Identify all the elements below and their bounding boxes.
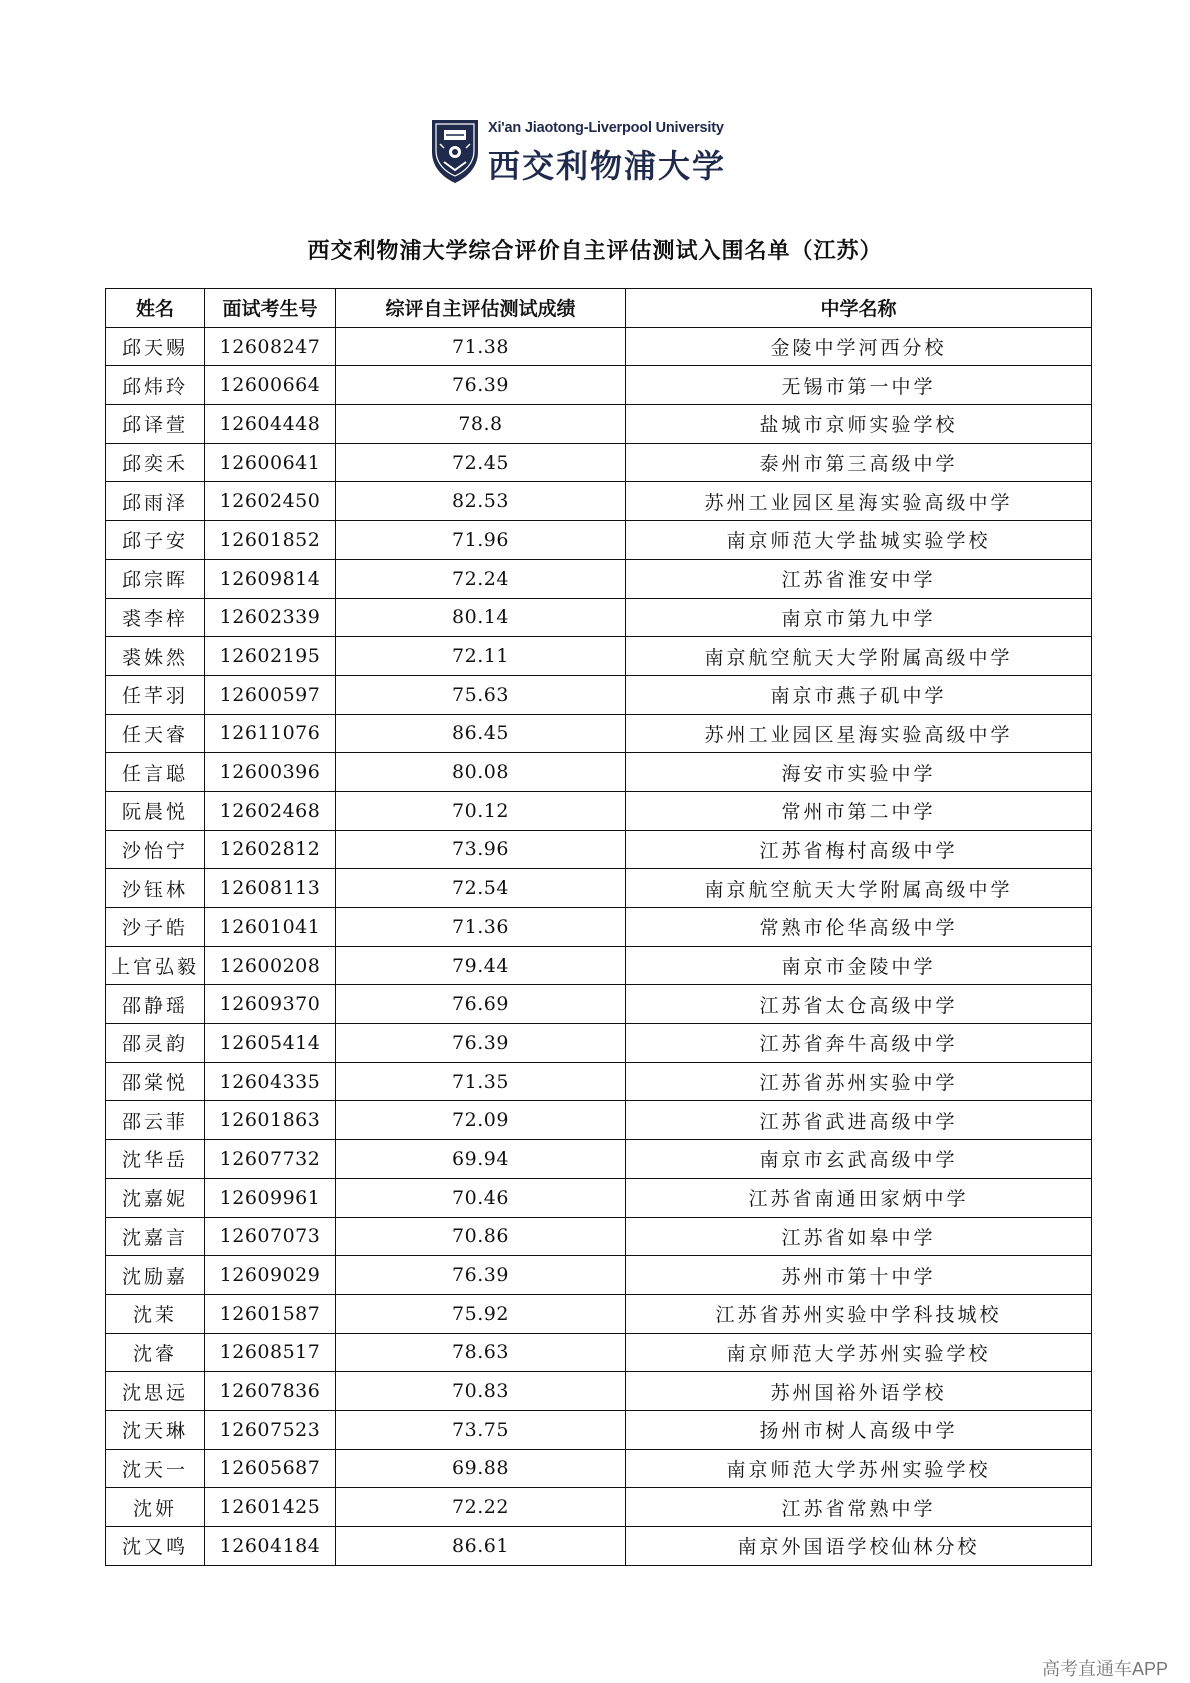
cell-score: 82.53 [336, 482, 626, 521]
cell-school: 江苏省奔牛高级中学 [626, 1024, 1092, 1063]
cell-name: 沈嘉妮 [106, 1178, 205, 1217]
cell-exam-id: 12609961 [205, 1178, 336, 1217]
cell-score: 72.09 [336, 1101, 626, 1140]
cell-exam-id: 12601425 [205, 1488, 336, 1527]
header-school: 中学名称 [626, 289, 1092, 328]
cell-score: 75.63 [336, 675, 626, 714]
table-row [106, 327, 1092, 366]
table-row [106, 714, 1092, 753]
cell-school: 江苏省常熟中学 [626, 1488, 1092, 1527]
table-row [106, 908, 1092, 947]
cell-score: 72.45 [336, 443, 626, 482]
cell-school: 江苏省苏州实验中学科技城校 [626, 1294, 1092, 1333]
table-row [106, 1410, 1092, 1449]
cell-school: 南京航空航天大学附属高级中学 [626, 637, 1092, 676]
table-row [106, 366, 1092, 405]
header-exam-id: 面试考生号 [205, 289, 336, 328]
cell-exam-id: 12601587 [205, 1294, 336, 1333]
table-row [106, 791, 1092, 830]
cell-school: 南京市金陵中学 [626, 946, 1092, 985]
cell-exam-id: 12601041 [205, 908, 336, 947]
cell-name: 裘姝然 [106, 637, 205, 676]
table-body [106, 327, 1092, 1565]
table-row [106, 637, 1092, 676]
watermark: 高考直通车APP [1041, 1659, 1168, 1679]
cell-name: 沈励嘉 [106, 1256, 205, 1295]
table-row [106, 1294, 1092, 1333]
cell-name: 阮晨悦 [106, 791, 205, 830]
university-crest-icon [430, 118, 480, 184]
table-row [106, 1062, 1092, 1101]
cell-exam-id: 12600396 [205, 753, 336, 792]
cell-exam-id: 12605414 [205, 1024, 336, 1063]
table-row [106, 405, 1092, 444]
cell-score: 70.86 [336, 1217, 626, 1256]
cell-school: 常州市第二中学 [626, 791, 1092, 830]
cell-school: 江苏省如皋中学 [626, 1217, 1092, 1256]
cell-name: 沈思远 [106, 1372, 205, 1411]
table-row [106, 985, 1092, 1024]
cell-score: 71.35 [336, 1062, 626, 1101]
cell-exam-id: 12600597 [205, 675, 336, 714]
cell-score: 76.69 [336, 985, 626, 1024]
cell-score: 86.61 [336, 1527, 626, 1566]
cell-school: 无锡市第一中学 [626, 366, 1092, 405]
cell-exam-id: 12602468 [205, 791, 336, 830]
candidate-table [105, 288, 1092, 1566]
cell-score: 72.24 [336, 559, 626, 598]
table-row [106, 1333, 1092, 1372]
table-row [106, 1217, 1092, 1256]
cell-name: 裘李梓 [106, 598, 205, 637]
cell-school: 江苏省苏州实验中学 [626, 1062, 1092, 1101]
cell-score: 76.39 [336, 366, 626, 405]
table-row [106, 521, 1092, 560]
cell-name: 沈茉 [106, 1294, 205, 1333]
cell-name: 沙钰林 [106, 869, 205, 908]
cell-name: 邱宗晖 [106, 559, 205, 598]
cell-score: 70.12 [336, 791, 626, 830]
cell-exam-id: 12608247 [205, 327, 336, 366]
cell-school: 泰州市第三高级中学 [626, 443, 1092, 482]
header-score: 综评自主评估测试成绩 [336, 289, 626, 328]
cell-school: 海安市实验中学 [626, 753, 1092, 792]
cell-score: 78.63 [336, 1333, 626, 1372]
cell-name: 沈嘉言 [106, 1217, 205, 1256]
cell-name: 邱子安 [106, 521, 205, 560]
cell-score: 72.22 [336, 1488, 626, 1527]
cell-exam-id: 12608517 [205, 1333, 336, 1372]
cell-school: 南京师范大学苏州实验学校 [626, 1449, 1092, 1488]
cell-score: 75.92 [336, 1294, 626, 1333]
cell-school: 江苏省梅村高级中学 [626, 830, 1092, 869]
cell-school: 常熟市伦华高级中学 [626, 908, 1092, 947]
cell-school: 扬州市树人高级中学 [626, 1410, 1092, 1449]
table-row [106, 443, 1092, 482]
cell-name: 邵云菲 [106, 1101, 205, 1140]
cell-score: 86.45 [336, 714, 626, 753]
cell-name: 沈睿 [106, 1333, 205, 1372]
cell-name: 沈华岳 [106, 1140, 205, 1179]
cell-name: 邱炜玲 [106, 366, 205, 405]
cell-score: 76.39 [336, 1024, 626, 1063]
cell-score: 76.39 [336, 1256, 626, 1295]
cell-school: 南京外国语学校仙林分校 [626, 1527, 1092, 1566]
cell-name: 任天睿 [106, 714, 205, 753]
cell-school: 金陵中学河西分校 [626, 327, 1092, 366]
cell-exam-id: 12611076 [205, 714, 336, 753]
cell-name: 沙子皓 [106, 908, 205, 947]
cell-name: 邱雨泽 [106, 482, 205, 521]
cell-score: 72.11 [336, 637, 626, 676]
cell-exam-id: 12608113 [205, 869, 336, 908]
cell-school: 南京师范大学盐城实验学校 [626, 521, 1092, 560]
header-name: 姓名 [106, 289, 205, 328]
university-name-english: Xi'an Jiaotong-Liverpool University [488, 120, 724, 136]
cell-name: 沈天琳 [106, 1410, 205, 1449]
table-row [106, 1449, 1092, 1488]
cell-name: 邵静瑶 [106, 985, 205, 1024]
cell-name: 任芊羽 [106, 675, 205, 714]
cell-school: 南京航空航天大学附属高级中学 [626, 869, 1092, 908]
cell-name: 沈又鸣 [106, 1527, 205, 1566]
cell-school: 南京市玄武高级中学 [626, 1140, 1092, 1179]
cell-school: 江苏省武进高级中学 [626, 1101, 1092, 1140]
table-row [106, 559, 1092, 598]
cell-exam-id: 12604184 [205, 1527, 336, 1566]
table-row [106, 946, 1092, 985]
cell-name: 邵棠悦 [106, 1062, 205, 1101]
cell-exam-id: 12600208 [205, 946, 336, 985]
table-row [106, 1488, 1092, 1527]
cell-score: 70.46 [336, 1178, 626, 1217]
table-row [106, 482, 1092, 521]
cell-exam-id: 12607073 [205, 1217, 336, 1256]
cell-name: 邵灵韵 [106, 1024, 205, 1063]
table-row [106, 1256, 1092, 1295]
cell-name: 沙怡宁 [106, 830, 205, 869]
cell-exam-id: 12605687 [205, 1449, 336, 1488]
table-row [106, 1527, 1092, 1566]
cell-school: 南京市第九中学 [626, 598, 1092, 637]
cell-exam-id: 12609370 [205, 985, 336, 1024]
cell-school: 江苏省南通田家炳中学 [626, 1178, 1092, 1217]
cell-school: 苏州国裕外语学校 [626, 1372, 1092, 1411]
cell-exam-id: 12600641 [205, 443, 336, 482]
cell-school: 苏州工业园区星海实验高级中学 [626, 714, 1092, 753]
cell-exam-id: 12602812 [205, 830, 336, 869]
cell-score: 80.14 [336, 598, 626, 637]
cell-score: 71.38 [336, 327, 626, 366]
cell-exam-id: 12601852 [205, 521, 336, 560]
cell-score: 73.75 [336, 1410, 626, 1449]
cell-score: 69.94 [336, 1140, 626, 1179]
cell-exam-id: 12607732 [205, 1140, 336, 1179]
table-row [106, 1178, 1092, 1217]
cell-score: 79.44 [336, 946, 626, 985]
table-row [106, 1024, 1092, 1063]
cell-score: 69.88 [336, 1449, 626, 1488]
cell-score: 70.83 [336, 1372, 626, 1411]
cell-name: 邱奕禾 [106, 443, 205, 482]
cell-score: 73.96 [336, 830, 626, 869]
document-title: 西交利物浦大学综合评价自主评估测试入围名单（江苏） [307, 238, 883, 264]
cell-name: 邱天赐 [106, 327, 205, 366]
cell-name: 上官弘毅 [106, 946, 205, 985]
cell-exam-id: 12600664 [205, 366, 336, 405]
cell-exam-id: 12602339 [205, 598, 336, 637]
cell-school: 南京市燕子矶中学 [626, 675, 1092, 714]
cell-exam-id: 12609814 [205, 559, 336, 598]
cell-name: 邱译萱 [106, 405, 205, 444]
cell-score: 71.96 [336, 521, 626, 560]
cell-exam-id: 12609029 [205, 1256, 336, 1295]
table-header-row [106, 289, 1092, 328]
cell-score: 80.08 [336, 753, 626, 792]
cell-school: 苏州工业园区星海实验高级中学 [626, 482, 1092, 521]
cell-school: 苏州市第十中学 [626, 1256, 1092, 1295]
cell-name: 沈妍 [106, 1488, 205, 1527]
cell-exam-id: 12604335 [205, 1062, 336, 1101]
university-logo [430, 118, 760, 186]
cell-exam-id: 12602195 [205, 637, 336, 676]
cell-name: 任言聪 [106, 753, 205, 792]
table-row [106, 869, 1092, 908]
cell-school: 江苏省淮安中学 [626, 559, 1092, 598]
table-row [106, 830, 1092, 869]
table-row [106, 675, 1092, 714]
cell-exam-id: 12607836 [205, 1372, 336, 1411]
cell-school: 江苏省太仓高级中学 [626, 985, 1092, 1024]
cell-exam-id: 12602450 [205, 482, 336, 521]
university-name-chinese: 西交利物浦大学 [488, 147, 727, 185]
cell-score: 72.54 [336, 869, 626, 908]
cell-exam-id: 12601863 [205, 1101, 336, 1140]
table-row [106, 598, 1092, 637]
table-row [106, 1140, 1092, 1179]
table-row [106, 753, 1092, 792]
table-row [106, 1101, 1092, 1140]
cell-name: 沈天一 [106, 1449, 205, 1488]
cell-score: 71.36 [336, 908, 626, 947]
cell-school: 南京师范大学苏州实验学校 [626, 1333, 1092, 1372]
cell-score: 78.8 [336, 405, 626, 444]
cell-school: 盐城市京师实验学校 [626, 405, 1092, 444]
table-row [106, 1372, 1092, 1411]
cell-exam-id: 12604448 [205, 405, 336, 444]
cell-exam-id: 12607523 [205, 1410, 336, 1449]
